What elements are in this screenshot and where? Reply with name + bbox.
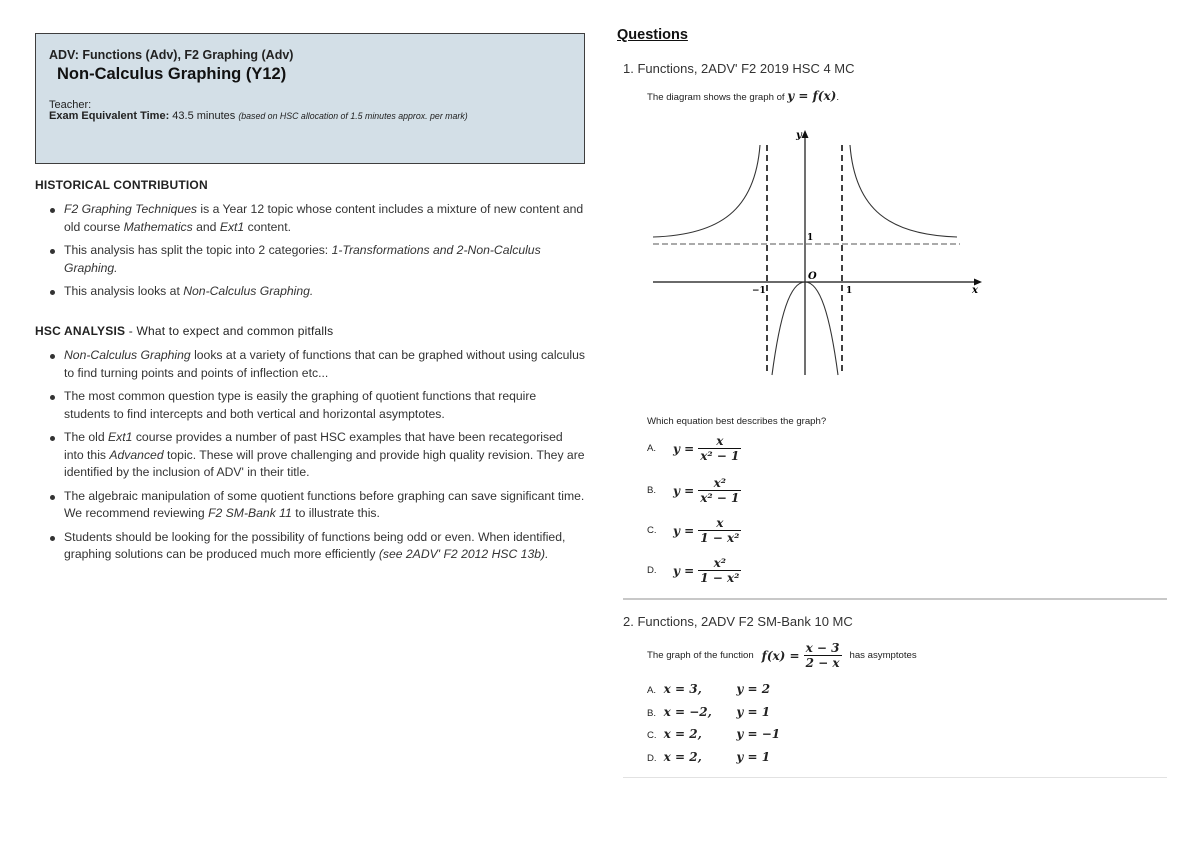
topic-header-box — [35, 33, 585, 164]
x-one-label: 1 — [846, 286, 853, 296]
question-1-option-a[interactable]: A. y = $\frac{x}{\text{x² − 1}}$ — [647, 434, 740, 463]
list-item: The old Ext1 course provides a number of past HSC examples that have been recategorised into this Advanced topic. These will prove challenging and provide high quality revision. They are identified by the inclusion of ADV' in their title. — [50, 429, 585, 482]
question-1-heading: 1. Functions, 2ADV' F2 2019 HSC 4 MC — [623, 61, 855, 76]
exam-time-label: Exam Equivalent Time: — [49, 110, 170, 122]
question-2-option-b[interactable]: B. x = −2, y = 1 — [647, 705, 771, 719]
y-one-label: 1 — [807, 233, 814, 243]
hsc-analysis-heading: HSC ANALYSIS - What to expect and common pitfalls — [35, 324, 334, 338]
x-minus-one-label: −1 — [752, 286, 766, 296]
topic-list: ADV: Functions (Adv), F2 Graphing (Adv) — [49, 48, 294, 62]
exam-time-note: (based on HSC allocation of 1.5 minutes approx. per mark) — [238, 111, 468, 121]
y-axis-arrow — [802, 130, 809, 138]
curve-right-branch — [850, 145, 957, 237]
exam-time — [49, 111, 572, 122]
curve-left-branch — [653, 145, 760, 237]
question-1-option-d[interactable]: D. y = $\frac{\text{x²}}{\text{1 − x²}}$ — [647, 556, 740, 585]
question-divider — [623, 777, 1167, 778]
x-axis-label: x — [972, 285, 978, 296]
question-2-option-c[interactable]: C. x = 2, y = −1 — [647, 727, 781, 741]
exam-time-value: 43.5 minutes — [172, 110, 236, 122]
question-2-heading: 2. Functions, 2ADV F2 SM-Bank 10 MC — [623, 614, 853, 629]
questions-heading: Questions — [617, 27, 688, 43]
historical-heading: HISTORICAL CONTRIBUTION — [35, 178, 208, 192]
question-2-stem: The graph of the function f(x) = $\frac{x - 3}{2 - x}$ has asymptotes — [647, 641, 917, 670]
list-item: F2 Graphing Techniques is a Year 12 topic whose content includes a mixture of new content and old course Mathematics and Ext1 content. — [50, 201, 585, 236]
list-item: Non-Calculus Graphing looks at a variety of functions that can be graphed without using calculus to find turning points and points of inflection etc... — [50, 347, 585, 382]
hsc-analysis-list — [50, 347, 585, 570]
historical-list — [50, 201, 585, 307]
list-item: This analysis looks at Non-Calculus Graphing. — [50, 283, 585, 301]
question-1-option-c[interactable]: C. y = $\frac{x}{\text{1 − x²}}$ — [647, 516, 740, 545]
teacher-label: Teacher: — [49, 99, 92, 111]
origin-label: O — [808, 271, 817, 282]
list-item: Students should be looking for the possibility of functions being odd or even. When identified, graphing solutions can be produced much more efficiently (see 2ADV' F2 2012 HSC 13b). — [50, 529, 585, 564]
y-axis-label: y — [796, 130, 802, 141]
question-2-option-a[interactable]: A. x = 3, y = 2 — [647, 682, 771, 696]
question-1-graph — [650, 125, 985, 380]
list-item: The most common question type is easily the graphing of quotient functions that require students to find intercepts and both vertical and horizontal asymptotes. — [50, 388, 585, 423]
list-item: This analysis has split the topic into 2 categories: 1-Transformations and 2-Non-Calculus Graphing. — [50, 242, 585, 277]
page-title: Non-Calculus Graphing (Y12) — [57, 65, 287, 83]
question-2-option-d[interactable]: D. x = 2, y = 1 — [647, 750, 771, 764]
question-1-prompt: Which equation best describes the graph? — [647, 416, 827, 427]
question-divider — [623, 598, 1167, 600]
list-item: The algebraic manipulation of some quotient functions before graphing can save significant time. We recommend reviewing F2 SM-Bank 11 to illustrate this. — [50, 488, 585, 523]
question-1-option-b[interactable]: B. y = $\frac{\text{x²}}{\text{x² − 1}}$ — [647, 476, 740, 505]
question-1-stem: The diagram shows the graph of y = f(x). — [647, 89, 839, 103]
